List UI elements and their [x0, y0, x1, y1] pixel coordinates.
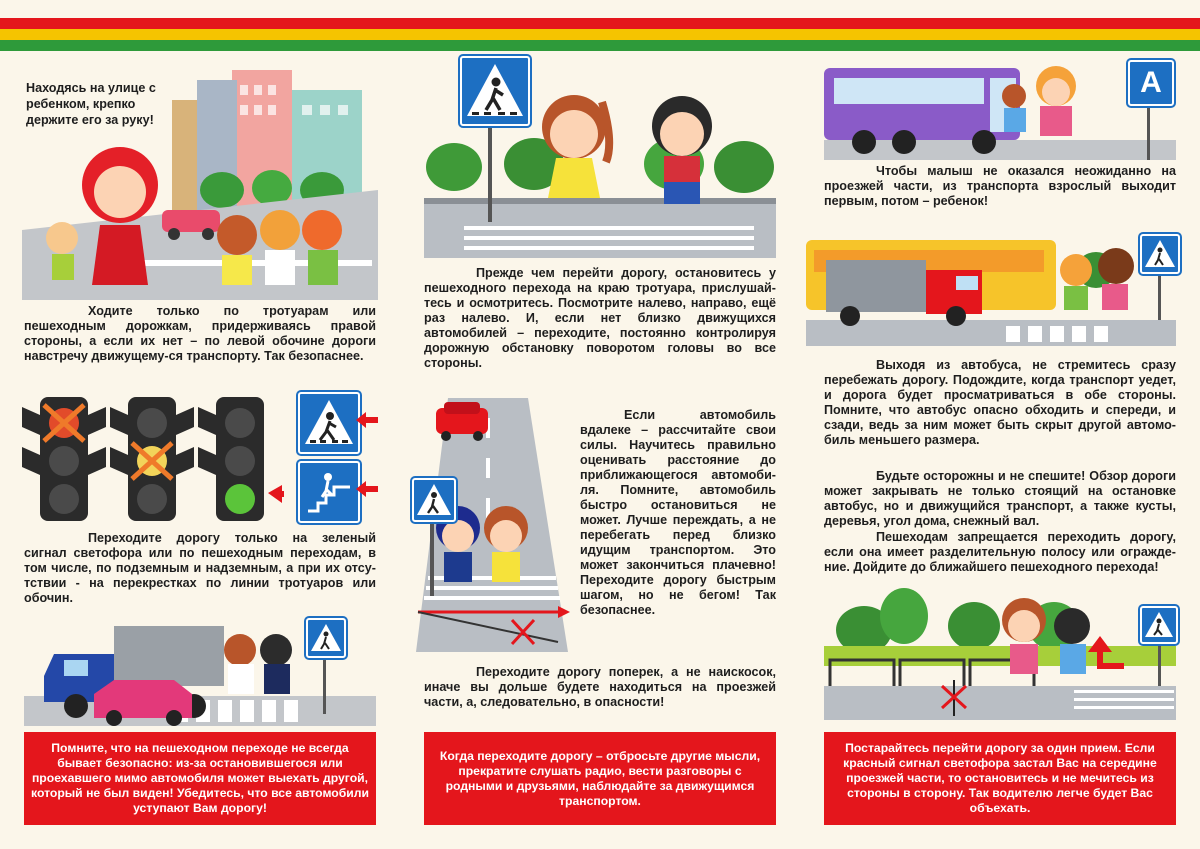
top-stripe-green [0, 40, 1200, 51]
pedestrian-crossing-sign-icon [306, 618, 346, 658]
intro-text: Находясь на улице с ребенком, крепко держите его за руку! [26, 81, 156, 127]
traffic-lights-illustration [22, 393, 284, 525]
green-signal-text: Переходите дорогу только на зеленый сигнал светофора или по пешеходным переходам, в том числе, по подземным и надземным, а при их отсу-тствии - на перекрестках по линии тротуаров или обочин. [24, 531, 376, 605]
leaving-bus-text: Выходя из автобуса, не стремитесь сразу перебежать дорогу. Подождите, когда транспорт уедет, и дорога будет просматриваться в обе стороны. Помните, что автобус опасно обходить и спереди, и сзади, ведь за ним может быть скрыт другой автомо-биль меньшего размера. [824, 358, 1176, 447]
bus-stop-sign-letter: А [1140, 66, 1162, 99]
pedestrian-crossing-sign-icon [412, 478, 456, 522]
top-stripe-yellow [0, 29, 1200, 40]
top-stripe-red [0, 18, 1200, 29]
pedestrian-crossing-sign-icon [298, 392, 360, 454]
distance-text: Если автомобиль вдалеке – рассчитайте свои силы. Научитесь правильно оценивать расстояние до приближающегося автомоби-ля. Помните, автомобиль быстро остановиться не может. Лучше переждать, а не перебегать перед близко идущим транспортом. Это может закончиться плачевно! Переходите дорогу быстрым шагом, но не бегом! Так безопаснее. [580, 408, 776, 617]
across-text: Переходите дорогу поперек, а не наискосок, иначе вы дольше будете находиться на проезжей части, а, следовательно, в опасности! [424, 665, 776, 709]
careful-text: Будьте осторожны и не спешите! Обзор дороги может закрывать не только стоящий на остановке автобус, но и движущийся транспорт, а также кусты, деревья, угол дома, снежный вал. [824, 469, 1176, 528]
exit-first-text: Чтобы малыш не оказался неожиданно на проезжей части, из транспорта взрослый выходит первым, потом – ребенок! [824, 164, 1176, 208]
forbidden-text: Пешеходам запрещается переходить дорогу, если она имеет разделительную полосу или огражде-ние. Дойдите до ближайшего пешеходного перехода! [824, 530, 1176, 574]
red-arrow-icon [356, 412, 378, 428]
pedestrian-crossing-sign-icon [1140, 234, 1180, 274]
stop-look-text: Прежде чем перейти дорогу, остановитесь у пешеходного перехода на краю тротуара, прислушай-тесь и осмотритесь. Посмотрите налево, направо, ещё раз налево. И, если нет близко движущихся автомобилей – переходите, постоянно контролируя дорожную обстановку поворотом головы во все стороны. [424, 266, 776, 370]
red-arrow-icon [356, 481, 378, 497]
alert-box-crossing: Помните, что на пешеходном переходе не всегда бывает безопасно: из-за остановившегося или проехавшего мимо автомобиля может выехать другой, который не был виден! Убедитесь, что все автомобили уступают Вам дорогу! [24, 732, 376, 825]
bus-exit-illustration [824, 60, 1176, 160]
bus-stop-sign-icon [1128, 60, 1174, 106]
sidewalks-text: Ходите только по тротуарам или пешеходным дорожкам, придерживаясь правой стороны, а если их нет – по левой обочине дороги навстречу движущему-ся транспорту. Так безопаснее. [24, 304, 376, 363]
bus-and-truck-illustration [806, 230, 1176, 346]
children-crossing-road-illustration [408, 398, 578, 652]
alert-box-attention: Когда переходите дорогу – отбросьте другие мысли, прекратите слушать радио, вести разговоры с родными и друзьями, наблюдайте за движущимся транспортом. [424, 732, 776, 825]
pedestrian-crossing-sign-icon [460, 56, 530, 126]
fenced-road-illustration [824, 586, 1176, 720]
street-with-mother-and-children-illustration [22, 60, 378, 300]
alert-box-one-go: Постарайтесь перейти дорогу за один прием. Если красный сигнал светофора застал Вас на середине проезжей части, то остановитесь и не мечитесь из стороны в сторону. Так водителю легче будет Вас объехать. [824, 732, 1176, 825]
pedestrian-crossing-sign-icon [1140, 606, 1178, 644]
underpass-sign-icon [298, 461, 360, 523]
